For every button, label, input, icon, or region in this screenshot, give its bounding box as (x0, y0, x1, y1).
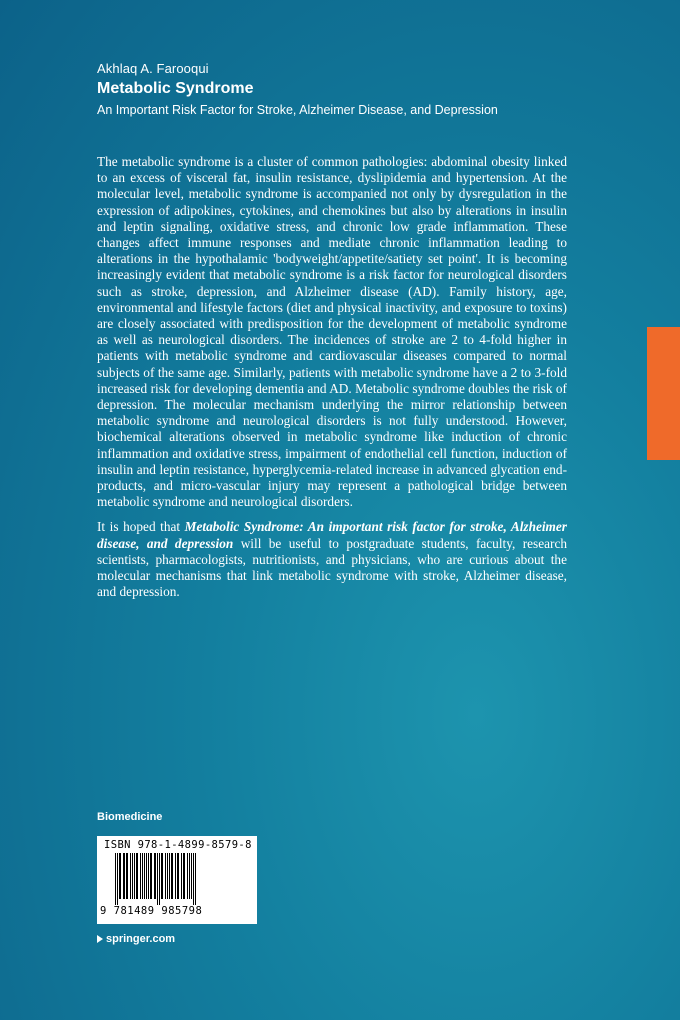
barcode-bar (187, 853, 188, 899)
barcode-bar (171, 853, 173, 899)
barcode-bar (191, 853, 192, 899)
barcode-bar (154, 853, 156, 899)
barcode-bar (165, 853, 166, 899)
barcode-bar (140, 853, 141, 899)
orange-accent-tab (647, 327, 680, 460)
barcode-bar (150, 853, 152, 899)
barcode-bar (126, 853, 128, 899)
author-name: Akhlaq A. Farooqui (97, 61, 209, 76)
barcode-bar (189, 853, 190, 899)
blurb-paragraph-2 (97, 519, 567, 600)
publisher-website-link[interactable] (97, 933, 175, 945)
barcode-bar (136, 853, 138, 899)
barcode-bar (144, 853, 145, 899)
series-name: Biomedicine (97, 811, 163, 823)
isbn-label: ISBN 978-1-4899-8579-8 (104, 839, 252, 851)
barcode-bar (161, 853, 163, 899)
blurb-paragraph-1: The metabolic syndrome is a cluster of common pathologies: abdominal obesity linked to an excess of visceral fat, insulin resistance, dyslipidemia and hypertension. At the molecular level, metabolic syndrome is accompanied not only by dysregulation in the expression of adipokines, cytokines, and chemokines but also by alterations in insulin and leptin signaling, oxidative stress, and chronic low grade inflammation. These changes affect immune responses and mediate chronic inflammation leading to alterations in the hypothalamic 'bodyweight/appetite/satiety set point'. It is becoming increasingly evident that metabolic syndrome is a risk factor for neurological disorders such as stroke, depression, and Alzheimer disease (AD). Family history, age, environmental and lifestyle factors (diet and physical inactivity, and exposure to toxins) are closely associated with predisposition for the development of metabolic syndrome as well as neurological disorders. The incidences of stroke are 2 to 4-fold higher in patients with metabolic syndrome and cardiovascular diseases compared to normal subjects of the same age. Similarly, patients with metabolic syndrome have a 2 to 3-fold increased risk for developing dementia and AD. Metabolic syndrome doubles the risk of depression. The molecular mechanism underlying the mirror relationship between metabolic syndrome and neurological disorders is not fully understood. However, biochemical alterations observed in metabolic syndrome like induction of chronic inflammation and oxidative stress, impairment of endothelial cell function, induction of insulin and leptin resistance, hyperglycemia-related increase in advanced glycation end-products, and micro-vascular injury may represent a pathological bridge between metabolic syndrome and neurological disorders. (97, 154, 567, 510)
barcode-bar (142, 853, 143, 899)
book-title: Metabolic Syndrome (97, 80, 254, 97)
barcode-bar (134, 853, 135, 899)
barcode-bar (175, 853, 176, 899)
isbn-barcode (97, 836, 257, 924)
barcode-bar (123, 853, 125, 899)
book-subtitle: An Important Risk Factor for Stroke, Alzheimer Disease, and Depression (97, 103, 498, 117)
blurb-book-title: Metabolic Syndrome: An important risk factor for stroke, Alzheimer disease, and depression (97, 519, 567, 551)
barcode-digits: 9 781489 985798 (100, 905, 203, 917)
barcode-bar (148, 853, 149, 899)
barcode-bar (130, 853, 131, 899)
barcode-bar (159, 853, 160, 905)
barcode-bar (183, 853, 185, 899)
blurb-paragraph-2-suffix: will be useful to postgraduate students, faculty, research scientists, pharmacologists, nutritionists, and physicians, who are curious about the molecular mechanisms that link metabolic syndrome with stroke, Alzheimer disease, and depression. (97, 535, 568, 600)
cover-header (97, 61, 617, 118)
blurb-text (97, 154, 567, 600)
barcode-bar (195, 853, 196, 905)
barcode-bar (117, 853, 118, 905)
triangle-arrow-icon (97, 935, 103, 943)
barcode-bar (115, 853, 116, 905)
barcode-bar (169, 853, 170, 899)
barcode-bar (177, 853, 179, 899)
barcode-bar (181, 853, 182, 899)
barcode-bar (132, 853, 133, 899)
barcode-bar (157, 853, 158, 905)
barcode-bars (115, 853, 239, 905)
blurb-paragraph-2-prefix: It is hoped that (97, 519, 185, 535)
barcode-bar (146, 853, 147, 899)
publisher-website-text: springer.com (106, 933, 176, 945)
barcode-bar (167, 853, 168, 899)
barcode-bar (193, 853, 194, 905)
barcode-bar (119, 853, 121, 899)
